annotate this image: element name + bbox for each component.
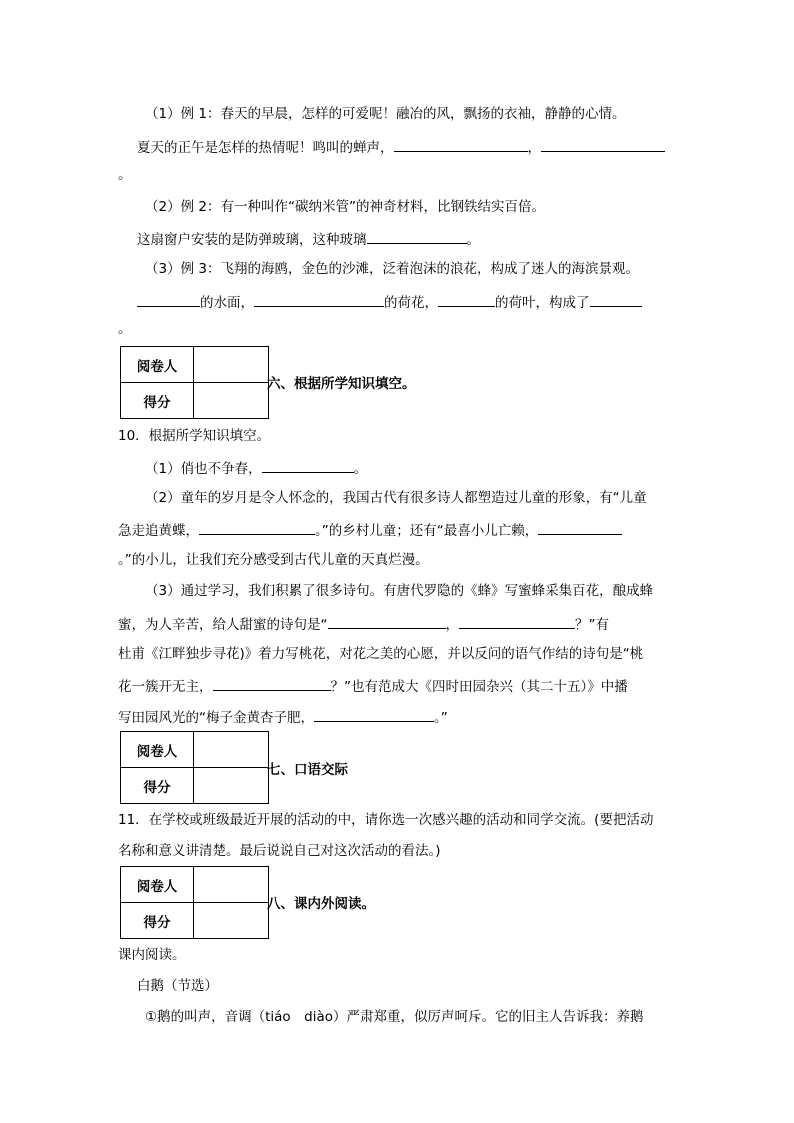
q10-3-text-f: 写田园风光的“梅子金黄杏子肥， [118, 710, 314, 726]
ex1-line [137, 137, 665, 157]
score-cell[interactable] [194, 903, 269, 939]
ex3-c: 的荷叶，构成了 [495, 295, 590, 311]
q10-3-line1: （3）通过学习，我们积累了很多诗句。有唐代罗隐的《蜂》写蜜蜂采集百花，酿成蜂 [145, 583, 654, 599]
score-table-7 [120, 731, 269, 804]
section-6-title: 六、根据所学知识填空。 [267, 376, 416, 392]
q10-3-line5 [118, 707, 448, 727]
q10-2-line1: （2）童年的岁月是令人怀念的，我国古代有很多诗人都塑造过儿童的形象，有“儿童 [145, 490, 647, 506]
ex3-b: 的荷花， [384, 295, 438, 311]
ex1-text: 夏天的正午是怎样的热情呢！鸣叫的蝉声， [137, 140, 394, 156]
reviewer-cell[interactable] [194, 732, 269, 768]
reviewer-label: 阅卷人 [121, 867, 194, 903]
q10-3-line3: 杜甫《江畔独步寻花)》着力写桃花，对花之美的心愿，并以反问的语气作结的诗句是“桃 [118, 646, 644, 662]
ex2-prompt: （2）例 2：有一种叫作“碳纳米管”的神奇材料，比钢铁结实百倍。 [145, 199, 545, 215]
score-table-8 [120, 866, 269, 939]
ex1-blank-2[interactable] [541, 137, 665, 152]
q10-3-text-e: ？”也有范成大《四时田园杂兴（其二十五）》中播 [330, 679, 628, 695]
q11-line1: 11．在学校或班级最近开展的活动的中，请你选一次感兴趣的活动和同学交流。(要把活动 [118, 812, 654, 828]
passage-p1: ①鹅的叫声，音调（tiáo diào）严肃郑重，似厉声呵斥。它的旧主人告诉我：养鹅 [145, 1009, 644, 1025]
ex1-end: 。 [118, 167, 132, 183]
q10-3-blank-2[interactable] [459, 614, 575, 629]
q10-2-blank-1[interactable] [199, 520, 315, 535]
q10-1 [145, 458, 367, 478]
ex3-prompt: （3）例 3：飞翔的海鸥，金色的沙滩，泛着泡沫的浪花，构成了迷人的海滨景观。 [145, 261, 639, 277]
reviewer-label: 阅卷人 [121, 732, 194, 768]
reading-intro: 课内阅读。 [118, 947, 186, 963]
q10-1-blank[interactable] [262, 458, 354, 473]
ex1-sep: ， [527, 140, 541, 156]
ex3-a: 的水面， [200, 295, 254, 311]
ex2-line [137, 229, 480, 249]
passage-title: 白鹅（节选） [137, 978, 218, 994]
score-cell[interactable] [194, 383, 269, 419]
q10-2-blank-2[interactable] [538, 520, 622, 535]
score-label: 得分 [121, 383, 194, 419]
reviewer-label: 阅卷人 [121, 347, 194, 383]
q10-3-text-d: 花一簇开无主， [118, 679, 213, 695]
q10-3-text-b: ， [445, 617, 459, 633]
ex3-blank-4[interactable] [590, 292, 642, 307]
q10-2-line2 [118, 520, 622, 540]
q10-3-text-a: 蜜，为人辛苦，给人甜蜜的诗句是“ [118, 617, 328, 633]
score-table-6 [120, 346, 269, 419]
section-8-title: 八、课内外阅读。 [267, 896, 375, 912]
q10-3-text-c: ？”有 [575, 617, 609, 633]
ex3-blank-3[interactable] [438, 292, 495, 307]
q10-2-text-b: 。”的乡村儿童；还有“最喜小儿亡赖， [315, 523, 539, 539]
q11-line2: 名称和意义讲清楚。最后说说自己对这次活动的看法。) [118, 843, 441, 859]
ex3-line [137, 292, 642, 312]
ex1-prompt: （1）例 1：春天的早晨，怎样的可爱呢！融冶的风，飘扬的衣袖，静静的心情。 [145, 106, 626, 122]
section-7-title: 七、口语交际 [267, 762, 348, 778]
score-label: 得分 [121, 768, 194, 804]
q10-1-end: 。 [353, 461, 368, 477]
ex2-end: 。 [466, 232, 480, 248]
reviewer-cell[interactable] [194, 867, 269, 903]
score-cell[interactable] [194, 768, 269, 804]
q10-3-blank-1[interactable] [328, 614, 446, 629]
q10-3-blank-4[interactable] [314, 707, 434, 722]
reviewer-cell[interactable] [194, 347, 269, 383]
q10-2-text-a: 急走追黄蝶， [118, 523, 199, 539]
q10-3-line2 [118, 614, 609, 634]
q10-title: 10．根据所学知识填空。 [118, 428, 271, 444]
q10-3-blank-3[interactable] [213, 676, 331, 691]
q10-3-line4 [118, 676, 628, 696]
ex3-blank-2[interactable] [254, 292, 384, 307]
q10-2-line3: 。”的小儿，让我们充分感受到古代儿童的天真烂漫。 [118, 552, 429, 568]
ex3-end: 。 [118, 321, 132, 337]
q10-1-text: （1）俏也不争春， [145, 461, 262, 477]
ex2-blank[interactable] [367, 229, 467, 244]
ex2-text: 这扇窗户安装的是防弹玻璃，这种玻璃 [137, 232, 367, 248]
score-label: 得分 [121, 903, 194, 939]
ex1-blank-1[interactable] [394, 137, 528, 152]
q10-3-text-g: 。” [434, 710, 448, 726]
ex3-blank-1[interactable] [137, 292, 200, 307]
